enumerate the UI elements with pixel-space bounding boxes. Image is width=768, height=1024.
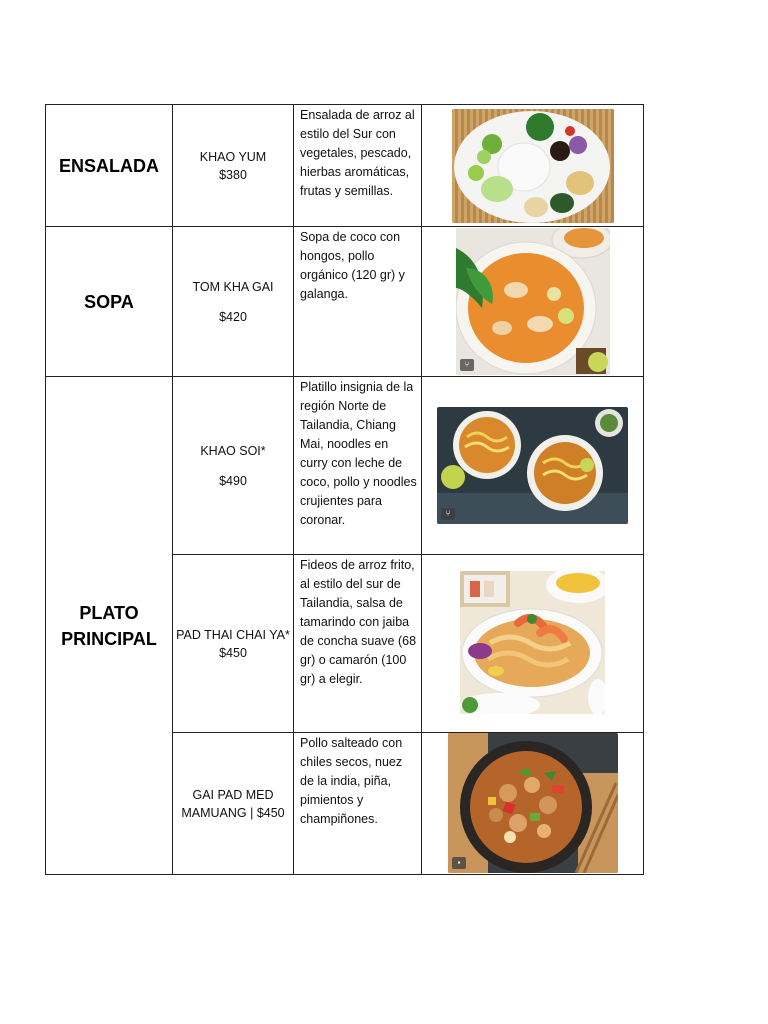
dish-name: PAD THAI CHAI YA*	[176, 627, 290, 642]
dish-description: Platillo insignia de la región Norte de Tailandia, Chiang Mai, noodles en curry con leche de coco, pollo y noodles crujientes para coronar.	[294, 377, 422, 555]
dish-description: Pollo salteado con chiles secos, nuez de la india, piña, pimientos y champiñones.	[294, 733, 422, 875]
dish-price: $490	[219, 473, 247, 488]
table-row	[46, 105, 644, 227]
category-cell	[46, 105, 173, 227]
utensils-icon: ⑂	[460, 359, 474, 371]
khao-soi-photo	[437, 407, 628, 524]
category-cell	[46, 227, 173, 377]
category-label: PLATO PRINCIPAL	[61, 602, 157, 649]
tom-kha-gai-photo	[456, 228, 610, 375]
category-cell	[46, 377, 173, 875]
dish-image-cell	[422, 555, 644, 733]
dish-cell	[173, 733, 294, 875]
khao-yum-photo	[452, 109, 614, 223]
dish-image-cell	[422, 105, 644, 227]
pad-thai-photo	[460, 571, 605, 714]
dish-cell	[173, 377, 294, 555]
dish-description: Ensalada de arroz al estilo del Sur con vegetales, pescado, hierbas aromáticas, frutas y semillas.	[294, 105, 422, 227]
category-label: ENSALADA	[58, 155, 159, 176]
dish-description: Fideos de arroz frito, al estilo del sur de Tailandia, salsa de tamarindo con jaiba de concha suave (68 gr) o camarón (100 gr) a elegir.	[294, 555, 422, 733]
gai-pad-med-mamuang-photo	[448, 733, 618, 873]
dish-price: $380	[219, 167, 247, 182]
table-row	[46, 227, 644, 377]
dish-image-cell	[422, 733, 644, 875]
menu-table	[45, 104, 644, 875]
category-label: SOPA	[84, 291, 134, 312]
table-row	[46, 377, 644, 555]
dish-price: $450	[219, 645, 247, 660]
dish-description: Sopa de coco con hongos, pollo orgánico (120 gr) y galanga.	[294, 227, 422, 377]
image-icon: ▪	[452, 857, 466, 869]
dish-cell	[173, 227, 294, 377]
dish-name: KHAO YUM	[199, 149, 267, 164]
utensils-icon: ⑂	[441, 508, 455, 520]
dish-name: TOM KHA GAI	[192, 279, 274, 294]
dish-cell	[173, 555, 294, 733]
dish-image-cell	[422, 227, 644, 377]
dish-name: KHAO SOI*	[200, 443, 266, 458]
dish-price: $420	[219, 309, 247, 324]
dish-name: GAI PAD MED MAMUANG | $450	[181, 787, 285, 820]
dish-image-cell	[422, 377, 644, 555]
dish-cell	[173, 105, 294, 227]
